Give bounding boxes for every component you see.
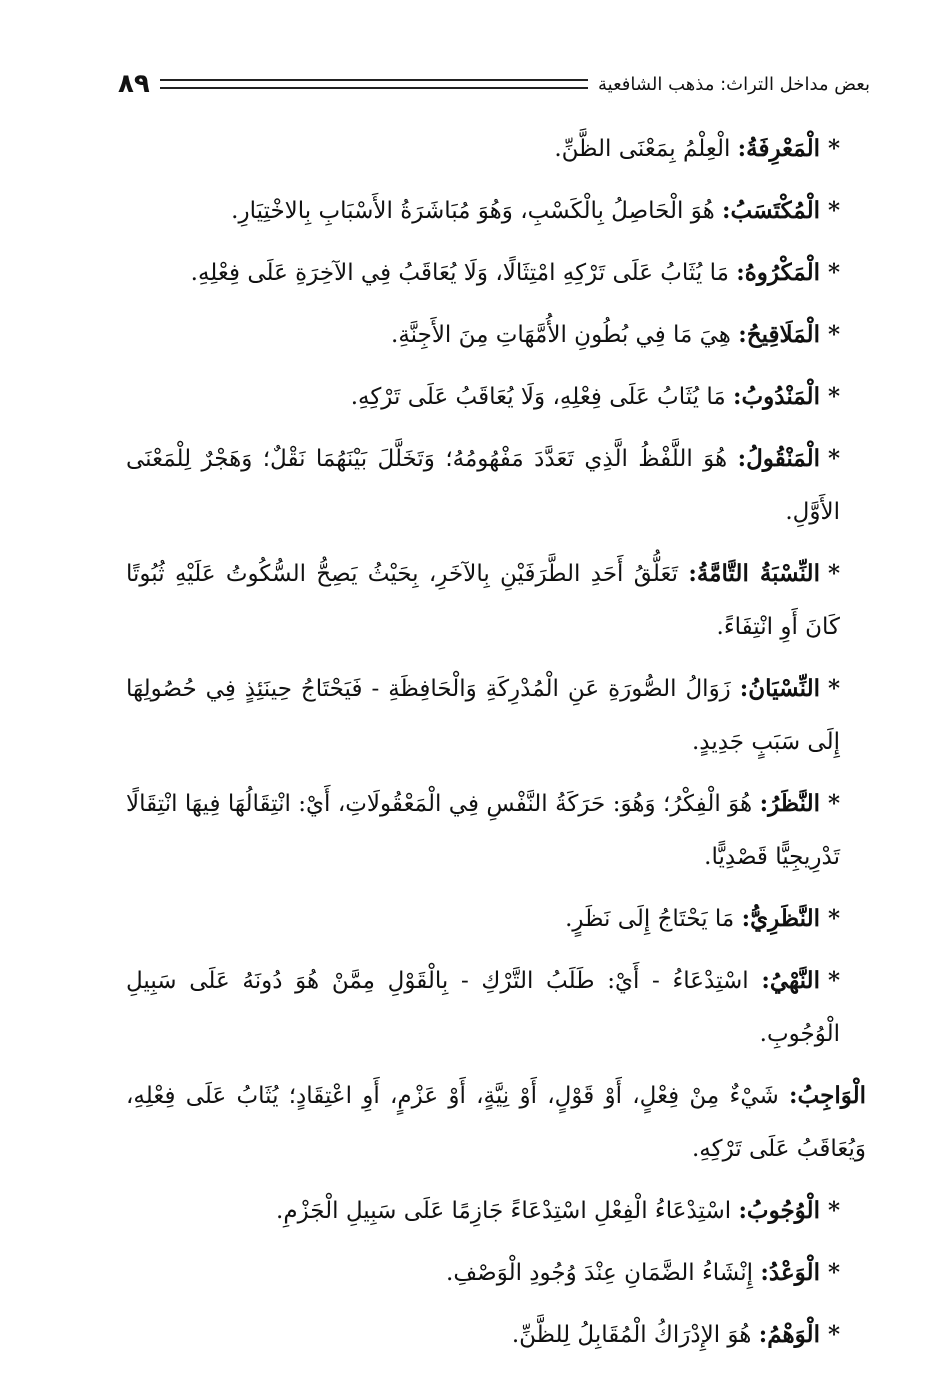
glossary-entry bbox=[126, 308, 866, 362]
entry-term: الْمَعْرِفَةُ: bbox=[737, 135, 820, 162]
entry-term: الْمَنْدُوبُ: bbox=[733, 383, 820, 410]
entry-definition: هُوَ الإِدْرَاكُ الْمُقَابِلُ لِلظَّنِّ. bbox=[511, 1322, 752, 1348]
glossary-entry bbox=[126, 184, 866, 238]
entry-definition: إِنْشَاءُ الضَّمَانِ عِنْدَ وُجُودِ الْوَصْفِ. bbox=[446, 1260, 754, 1286]
entry-term: النِّسْيَانُ: bbox=[739, 675, 820, 702]
entry-term: الْوَعْدُ: bbox=[760, 1259, 820, 1286]
entry-term: الْوُجُوبُ: bbox=[738, 1197, 820, 1224]
entry-definition: تَعَلُّقُ أَحَدِ الطَّرَفَيْنِ بِالآخَرِ، بِحَيْثُ يَصِحُّ السُّكُوتُ عَلَيْهِ ثُبُوتًا كَانَ أَوِ انْتِفَاءً. bbox=[126, 561, 840, 640]
bullet-star: * bbox=[827, 560, 840, 587]
glossary-entry bbox=[126, 892, 866, 946]
entry-definition: مَا يُثَابُ عَلَى تَرْكِهِ امْتِثَالًا، وَلَا يُعَاقَبُ فِي الآخِرَةِ عَلَى فِعْلِهِ. bbox=[190, 260, 729, 286]
glossary-entry bbox=[126, 246, 866, 300]
bullet-star: * bbox=[827, 321, 840, 348]
glossary-entry bbox=[126, 1184, 866, 1238]
glossary-entry bbox=[126, 1308, 866, 1362]
entry-definition: هِيَ مَا فِي بُطُونِ الأُمَّهَاتِ مِنَ الأَجِنَّةِ. bbox=[391, 322, 731, 348]
bullet-star: * bbox=[827, 905, 840, 932]
entry-definition: مَا يُثَابُ عَلَى فِعْلِهِ، وَلَا يُعَاقَبُ عَلَى تَرْكِهِ. bbox=[350, 384, 726, 410]
glossary-entry bbox=[126, 547, 866, 654]
entry-definition: هُوَ اللَّفْظُ الَّذِي تَعَدَّدَ مَفْهُومُهُ؛ وَتَخَلَّلَ بَيْنَهُمَا نَقْلٌ؛ وَهَجْرٌ لِلْمَعْنَى الأَوَّلِ. bbox=[126, 446, 840, 525]
bullet-star: * bbox=[827, 1259, 840, 1286]
bullet-star: * bbox=[827, 1321, 840, 1348]
entry-term: الْمَنْقُولُ: bbox=[737, 445, 820, 472]
entry-definition: اسْتِدْعَاءُ - أَيْ: طَلَبُ التَّرْكِ - بِالْقَوْلِ مِمَّنْ هُوَ دُونَهُ عَلَى سَبِيلِ الْوُجُوبِ. bbox=[126, 968, 840, 1047]
entry-term: النَّظَرِيُّ: bbox=[741, 905, 820, 932]
bullet-star: * bbox=[827, 135, 840, 162]
bullet-star: * bbox=[827, 445, 840, 472]
page-number: ٨٩ bbox=[118, 69, 150, 99]
glossary-entry bbox=[126, 122, 866, 176]
entry-term: الْمُكْتَسَبُ: bbox=[722, 197, 820, 224]
entry-term: النِّسْبَةُ التَّامَّةُ: bbox=[688, 560, 820, 587]
glossary-entry bbox=[126, 662, 866, 769]
glossary-entry bbox=[126, 432, 866, 539]
entry-term: الْوَهْمُ: bbox=[758, 1321, 820, 1348]
entry-term: النَّظَرُ: bbox=[759, 790, 820, 817]
bullet-star: * bbox=[827, 1197, 840, 1224]
entry-term: الْمَكْرُوهُ: bbox=[736, 259, 820, 286]
bullet-star: * bbox=[827, 383, 840, 410]
bullet-star: * bbox=[827, 967, 840, 994]
bullet-star: * bbox=[827, 259, 840, 286]
running-head: بعض مداخل التراث: مذهب الشافعية bbox=[598, 73, 870, 95]
glossary-entry bbox=[126, 370, 866, 424]
entry-definition: زَوَالُ الصُّورَةِ عَنِ الْمُدْرِكَةِ وَالْحَافِظَةِ - فَيَحْتَاجُ حِينَئِذٍ فِي حُصُولِهَا إِلَى سَبَبٍ جَدِيدٍ. bbox=[126, 676, 840, 755]
header-rule bbox=[160, 79, 588, 89]
entry-definition: هُوَ الْحَاصِلُ بِالْكَسْبِ، وَهُوَ مُبَاشَرَةُ الأَسْبَابِ بِالاخْتِيَارِ. bbox=[231, 198, 715, 224]
entry-definition: الْعِلْمُ بِمَعْنَى الظَّنِّ. bbox=[554, 136, 731, 162]
entry-term: الْوَاجِبُ: bbox=[789, 1082, 867, 1109]
entry-definition: مَا يَحْتَاجُ إِلَى نَظَرٍ. bbox=[565, 906, 735, 932]
entry-term: النَّهْيُ: bbox=[761, 967, 820, 994]
glossary-entry bbox=[126, 1246, 866, 1300]
entry-definition: هُوَ الْفِكْرُ؛ وَهُوَ: حَرَكَةُ النَّفْسِ فِي الْمَعْقُولَاتِ، أَيْ: انْتِقَالُهَا فِيهَا انْتِقَالًا تَدْرِيجِيًّا قَصْدِيًّا. bbox=[126, 791, 840, 870]
bullet-star: * bbox=[827, 675, 841, 702]
bullet-star: * bbox=[827, 790, 840, 817]
bullet-star: * bbox=[827, 197, 840, 224]
entry-definition: شَيْءٌ مِنْ فِعْلٍ، أَوْ قَوْلٍ، أَوْ نِيَّةٍ، أَوْ عَزْمٍ، أَوِ اعْتِقَادٍ؛ يُثَابُ عَلَى فِعْلِهِ، وَيُعَاقَبُ عَلَى تَرْكِهِ. bbox=[126, 1083, 866, 1162]
entry-term: الْمَلَاقِيحُ: bbox=[738, 321, 820, 348]
glossary-entry bbox=[126, 954, 866, 1061]
page-header bbox=[118, 66, 870, 102]
glossary-entry bbox=[126, 777, 866, 884]
entry-definition: اسْتِدْعَاءُ الْفِعْلِ اسْتِدْعَاءً جَازِمًا عَلَى سَبِيلِ الْجَزْمِ. bbox=[276, 1198, 732, 1224]
glossary-entry bbox=[126, 1069, 866, 1176]
glossary-body bbox=[126, 122, 866, 1370]
